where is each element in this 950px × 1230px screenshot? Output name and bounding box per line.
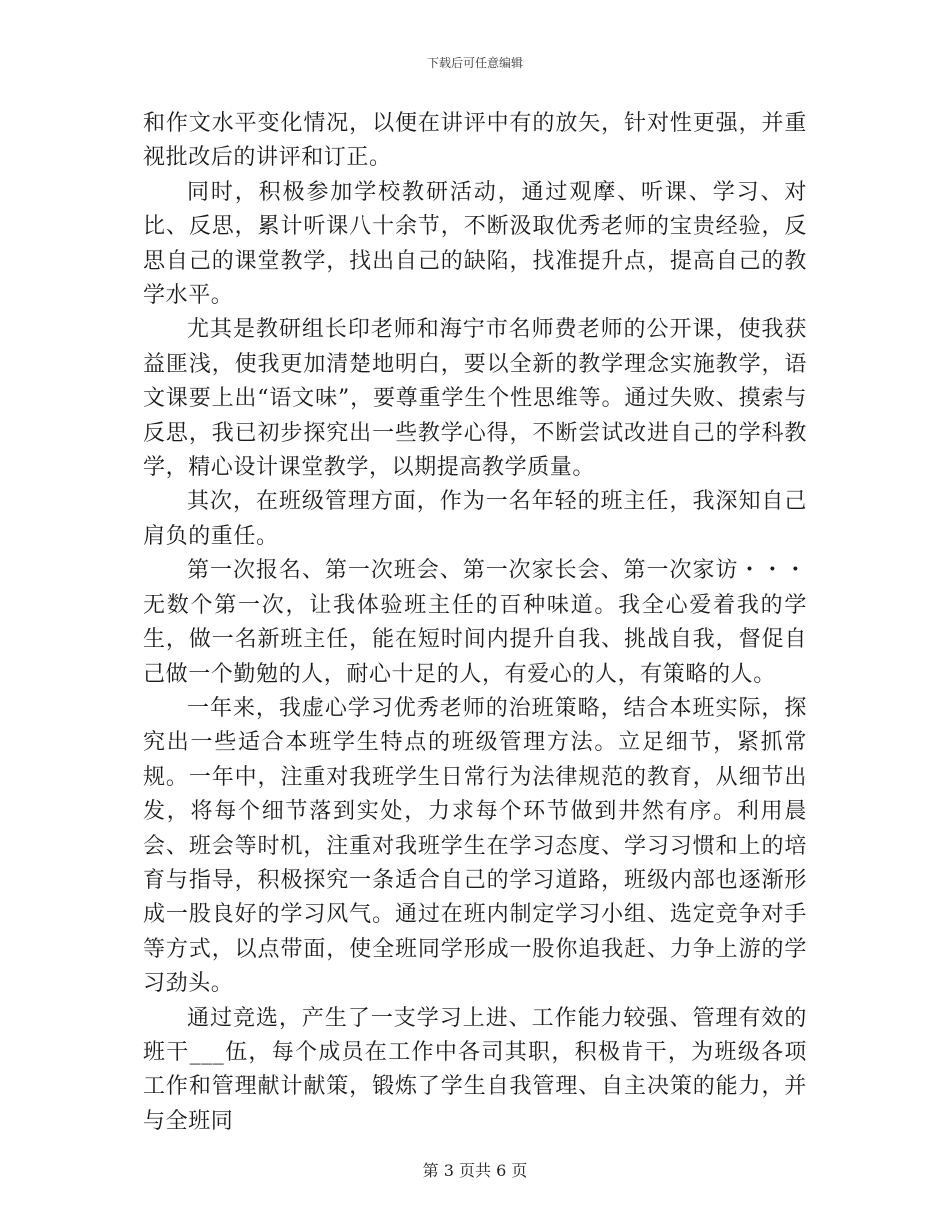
paragraph: 一年来，我虚心学习优秀老师的治班策略，结合本班实际，探究出一些适合本班学生特点的班级管理方法。立足细节，紧抓常规。一年中，注重对我班学生日常行为法律规范的教育，从细节出发，将每个细节落到实处，力求每个环节做到井然有序。利用晨会、班会等时机，注重对我班学生在学习态度、学习习惯和上的培育与指导，积极探究一条适合自己的学习道路，班级内部也逐渐形成一股良好的学习风气。通过在班内制定学习小组、选定竞争对手等方式，以点带面，使全班同学形成一股你追我赶、力争上游的学习劲头。 xyxy=(143,695,807,997)
page-header: 下载后可任意编辑 xyxy=(426,56,523,70)
paragraph: 通过竞选，产生了一支学习上进、工作能力较强、管理有效的班干___伍，每个成员在工作中各司其职，积极肯干，为班级各项工作和管理献计献策，锻炼了学生自我管理、自主决策的能力，并与全班同 xyxy=(143,1005,807,1134)
paragraph: 第一次报名、第一次班会、第一次家长会、第一次家访・・・无数个第一次，让我体验班主任的百种味道。我全心爱着我的学生，做一名新班主任，能在短时间内提升自我、挑战自我，督促自己做一个勤勉的人，耐心十足的人，有爱心的人，有策略的人。 xyxy=(143,558,807,687)
paragraph: 尤其是教研组长印老师和海宁市名师费老师的公开课，使我获益匪浅，使我更加清楚地明白，要以全新的教学理念实施教学，语文课要上出“语文味”，要尊重学生个性思维等。通过失败、摸索与反思，我已初步探究出一些教学心得，不断尝试改进自己的学科教学，精心设计课堂教学，以期提高教学质量。 xyxy=(143,317,807,481)
page-footer: 第 3 页共 6 页 xyxy=(422,1161,528,1180)
paragraph: 同时，积极参加学校教研活动，通过观摩、听课、学习、对比、反思，累计听课八十余节，不断汲取优秀老师的宝贵经验，反思自己的课堂教学，找出自己的缺陷，找准提升点，提高自己的教学水平。 xyxy=(143,179,807,309)
paragraph-continued: 和作文水平变化情况，以便在讲评中有的放矢，针对性更强，并重视批改后的讲评和订正。 xyxy=(143,111,807,171)
document-body xyxy=(143,107,807,1139)
paragraph: 其次，在班级管理方面，作为一名年轻的班主任，我深知自己肩负的重任。 xyxy=(143,489,807,549)
